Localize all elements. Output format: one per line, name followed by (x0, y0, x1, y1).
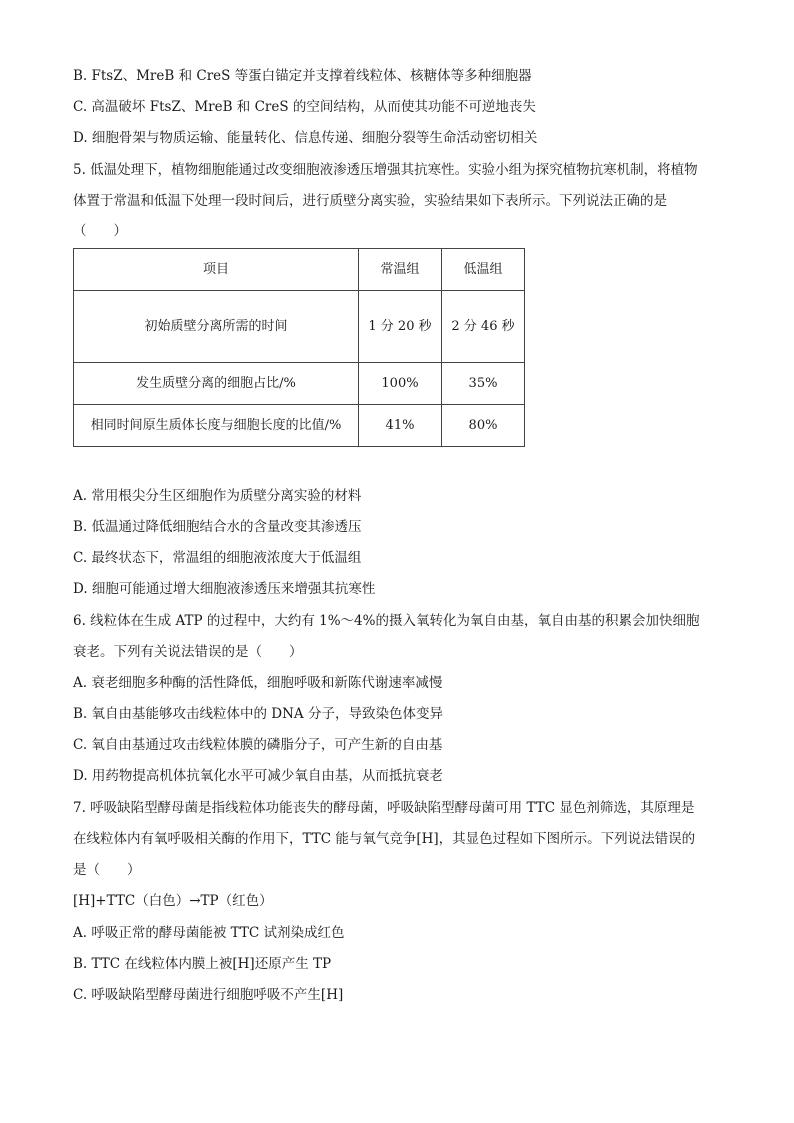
table-header-cell: 常温组 (359, 249, 442, 291)
table-cell: 1 分 20 秒 (359, 291, 442, 363)
q7-stem-line-3: 是（ ） (73, 862, 141, 878)
q4-option-d: D. 细胞骨架与物质运输、能量转化、信息传递、细胞分裂等生命活动密切相关 (73, 130, 538, 146)
table-cell: 100% (359, 363, 442, 405)
q6-stem-line-1: 6. 线粒体在生成 ATP 的过程中，大约有 1%～4%的摄入氧转化为氧自由基，氧自由基的积累会加快细胞 (73, 613, 700, 629)
experiment-table (73, 248, 525, 447)
q5-option-a: A. 常用根尖分生区细胞作为质壁分离实验的材料 (73, 488, 362, 504)
q6-stem-line-2: 衰老。下列有关说法错误的是（ ） (73, 644, 303, 660)
q5-option-d: D. 细胞可能通过增大细胞液渗透压来增强其抗寒性 (73, 581, 376, 597)
q4-option-c: C. 高温破坏 FtsZ、MreB 和 CreS 的空间结构，从而使其功能不可逆地丧失 (73, 99, 536, 115)
q7-option-c: C. 呼吸缺陷型酵母菌进行细胞呼吸不产生[H] (73, 987, 344, 1003)
table-header-cell: 项目 (74, 249, 359, 291)
q7-option-a: A. 呼吸正常的酵母菌能被 TTC 试剂染成红色 (73, 925, 345, 941)
q5-stem-line-2: 体置于常温和低温下处理一段时间后，进行质壁分离实验，实验结果如下表所示。下列说法正确的是 (73, 193, 667, 209)
q6-option-a: A. 衰老细胞多种酶的活性降低，细胞呼吸和新陈代谢速率减慢 (73, 675, 443, 691)
table-cell: 发生质壁分离的细胞占比/% (74, 363, 359, 405)
q6-option-c: C. 氧自由基通过攻击线粒体膜的磷脂分子，可产生新的自由基 (73, 737, 443, 753)
table-cell: 相同时间原生质体长度与细胞长度的比值/% (74, 405, 359, 447)
table-row (74, 405, 525, 447)
table-header-cell: 低温组 (442, 249, 525, 291)
table-cell: 41% (359, 405, 442, 447)
q7-stem-line-1: 7. 呼吸缺陷型酵母菌是指线粒体功能丧失的酵母菌，呼吸缺陷型酵母菌可用 TTC 显色剂筛选，其原理是 (73, 800, 695, 816)
table-cell: 80% (442, 405, 525, 447)
q6-option-d: D. 用药物提高机体抗氧化水平可减少氧自由基，从而抵抗衰老 (73, 768, 443, 784)
q4-option-b: B. FtsZ、MreB 和 CreS 等蛋白锚定并支撑着线粒体、核糖体等多种细胞器 (73, 68, 532, 84)
q7-equation: [H]+TTC（白色）→TP（红色） (73, 893, 273, 909)
q5-answer-paren: （ ） (73, 223, 127, 239)
q7-stem-line-2: 在线粒体内有氧呼吸相关酶的作用下，TTC 能与氧气竞争[H]，其显色过程如下图所示。下列说法错误的 (73, 831, 696, 847)
q7-option-b: B. TTC 在线粒体内膜上被[H]还原产生 TP (73, 956, 332, 972)
table-cell: 2 分 46 秒 (442, 291, 525, 363)
table-row (74, 363, 525, 405)
q5-stem-line-1: 5. 低温处理下，植物细胞能通过改变细胞液渗透压增强其抗寒性。实验小组为探究植物抗寒机制，将植物 (73, 162, 698, 178)
table-cell: 初始质壁分离所需的时间 (74, 291, 359, 363)
table-row (74, 291, 525, 363)
q5-option-c: C. 最终状态下，常温组的细胞液浓度大于低温组 (73, 550, 362, 566)
table-cell: 35% (442, 363, 525, 405)
q6-option-b: B. 氧自由基能够攻击线粒体中的 DNA 分子，导致染色体变异 (73, 706, 443, 722)
table-header-row (74, 249, 525, 291)
q5-option-b: B. 低温通过降低细胞结合水的含量改变其渗透压 (73, 519, 362, 535)
